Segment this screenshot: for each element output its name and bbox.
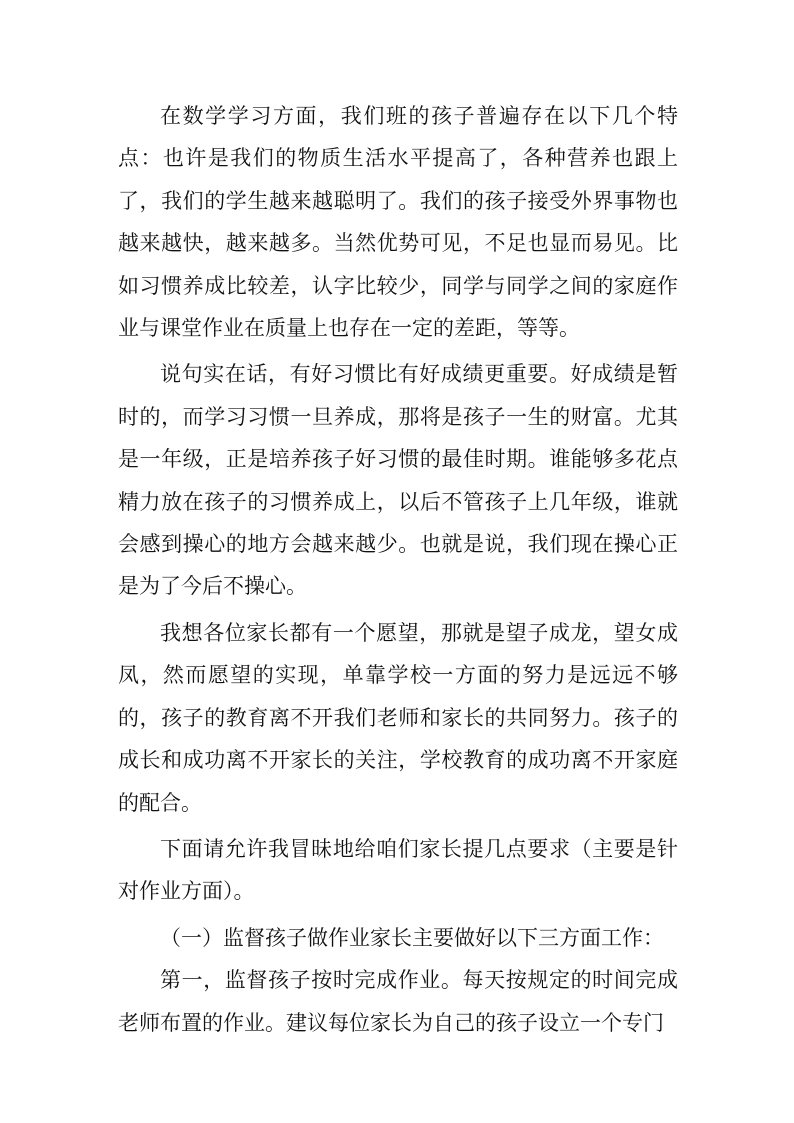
paragraph-good-habits: 说句实在话，有好习惯比有好成绩更重要。好成绩是暂时的，而学习习惯一旦养成，那将是孩子一生的财富。尤其是一年级，正是培养孩子好习惯的最佳时期。谁能够多花点精力放在孩子的习惯养成上，以后不管孩子上几年级，谁就会感到操心的地方会越来越少。也就是说，我们现在操心正是为了今后不操心。 [118, 362, 678, 599]
document-page [118, 95, 678, 1044]
paragraph-section-heading: （一）监督孩子做作业家长主要做好以下三方面工作： [160, 925, 664, 950]
paragraph-first-point: 第一，监督孩子按时完成作业。每天按规定的时间完成老师布置的作业。建议每位家长为自己的孩子设立一个专门 [118, 968, 678, 1035]
paragraph-requests-intro: 下面请允许我冒昧地给咱们家长提几点要求（主要是针对作业方面）。 [118, 836, 678, 904]
paragraph-math-learning: 在数学学习方面，我们班的孩子普遍存在以下几个特点：也许是我们的物质生活水平提高了，各种营养也跟上了，我们的学生越来越聪明了。我们的孩子接受外界事物也越来越快，越来越多。当然优势可见，不足也显而易见。比如习惯养成比较差，认字比较少，同学与同学之间的家庭作业与课堂作业在质量上也存在一定的差距，等等。 [118, 104, 678, 341]
paragraph-parents-wish: 我想各位家长都有一个愿望，那就是望子成龙，望女成凤，然而愿望的实现，单靠学校一方面的努力是远远不够的，孩子的教育离不开我们老师和家长的共同努力。孩子的成长和成功离不开家长的关注，学校教育的成功离不开家庭的配合。 [118, 620, 678, 815]
